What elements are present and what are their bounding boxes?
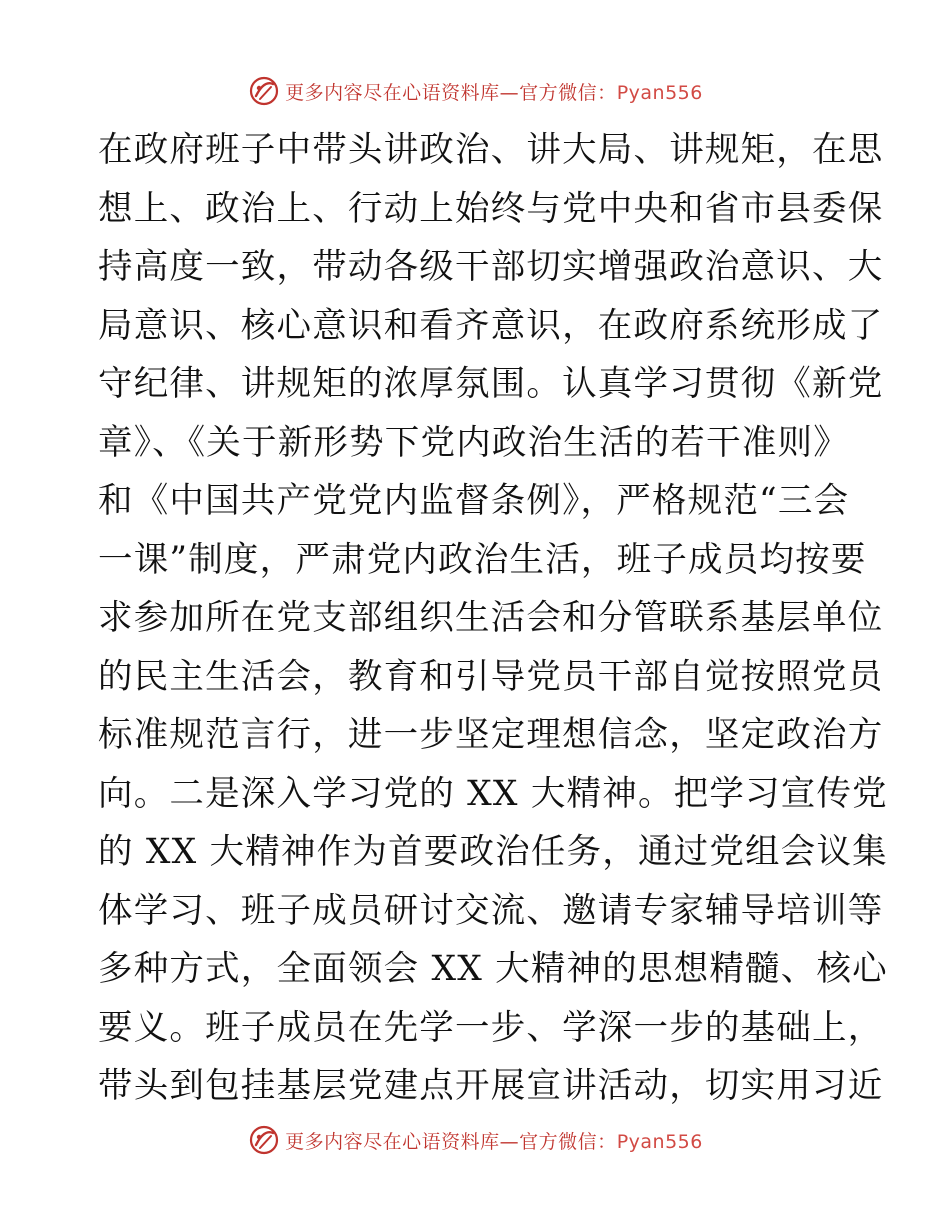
watermark-separator: —	[499, 1130, 520, 1153]
text-line: 带头到包挂基层党建点开展宣讲活动，切实用习近	[98, 1066, 884, 1106]
document-body	[98, 121, 888, 1116]
watermark-wechat-id: Pyan556	[616, 81, 703, 104]
watermark-separator: —	[499, 81, 520, 104]
text-line: 想上、政治上、行动上始终与党中央和省市县委保	[98, 188, 884, 229]
watermark-footer	[0, 1120, 950, 1160]
watermark-brand: 更多内容尽在心语资料库	[285, 81, 500, 104]
watermark-text	[285, 1127, 703, 1154]
text-line: 局意识、核心意识和看齐意识，在政府系统形成了	[98, 305, 884, 346]
text-line: 章》、《关于新形势下党内政治生活的若干准则》	[98, 422, 849, 463]
text-line: 的民主生活会，教育和引导党员干部自觉按照党员	[98, 656, 884, 697]
text-line: 在政府班子中带头讲政治、讲大局、讲规矩，在思	[98, 130, 884, 170]
text-line: 求参加所在党支部组织生活会和分管联系基层单位	[98, 598, 884, 638]
text-line: 要义。班子成员在先学一步、学深一步的基础上，	[98, 1007, 884, 1048]
text-line: 的 XX 大精神作为首要政治任务，通过党组会议集	[98, 832, 888, 872]
text-line: 向。二是深入学习党的 XX 大精神。把学习宣传党	[98, 773, 888, 814]
text-line: 体学习、班子成员研讨交流、邀请专家辅导培训等	[98, 890, 884, 931]
text-line: 多种方式，全面领会 XX 大精神的思想精髓、核心	[98, 949, 888, 989]
text-line: 和《中国共产党党内监督条例》，严格规范“三会	[98, 481, 850, 521]
watermark-text	[285, 78, 703, 105]
watermark-wechat-label: 官方微信：	[519, 81, 617, 104]
watermark-wechat-label: 官方微信：	[519, 1130, 617, 1153]
watermark-wechat-id: Pyan556	[616, 1130, 703, 1153]
brand-logo-icon	[247, 74, 281, 108]
text-line: 标准规范言行，进一步坚定理想信念，坚定政治方	[98, 715, 884, 755]
text-line: 守纪律、讲规矩的浓厚氛围。认真学习贯彻《新党	[98, 364, 884, 404]
brand-logo-icon	[247, 1123, 281, 1157]
watermark-header	[0, 71, 950, 111]
text-line: 持高度一致，带动各级干部切实增强政治意识、大	[98, 247, 884, 287]
watermark-brand: 更多内容尽在心语资料库	[285, 1130, 500, 1153]
text-line: 一课”制度，严肃党内政治生活，班子成员均按要	[98, 539, 867, 580]
